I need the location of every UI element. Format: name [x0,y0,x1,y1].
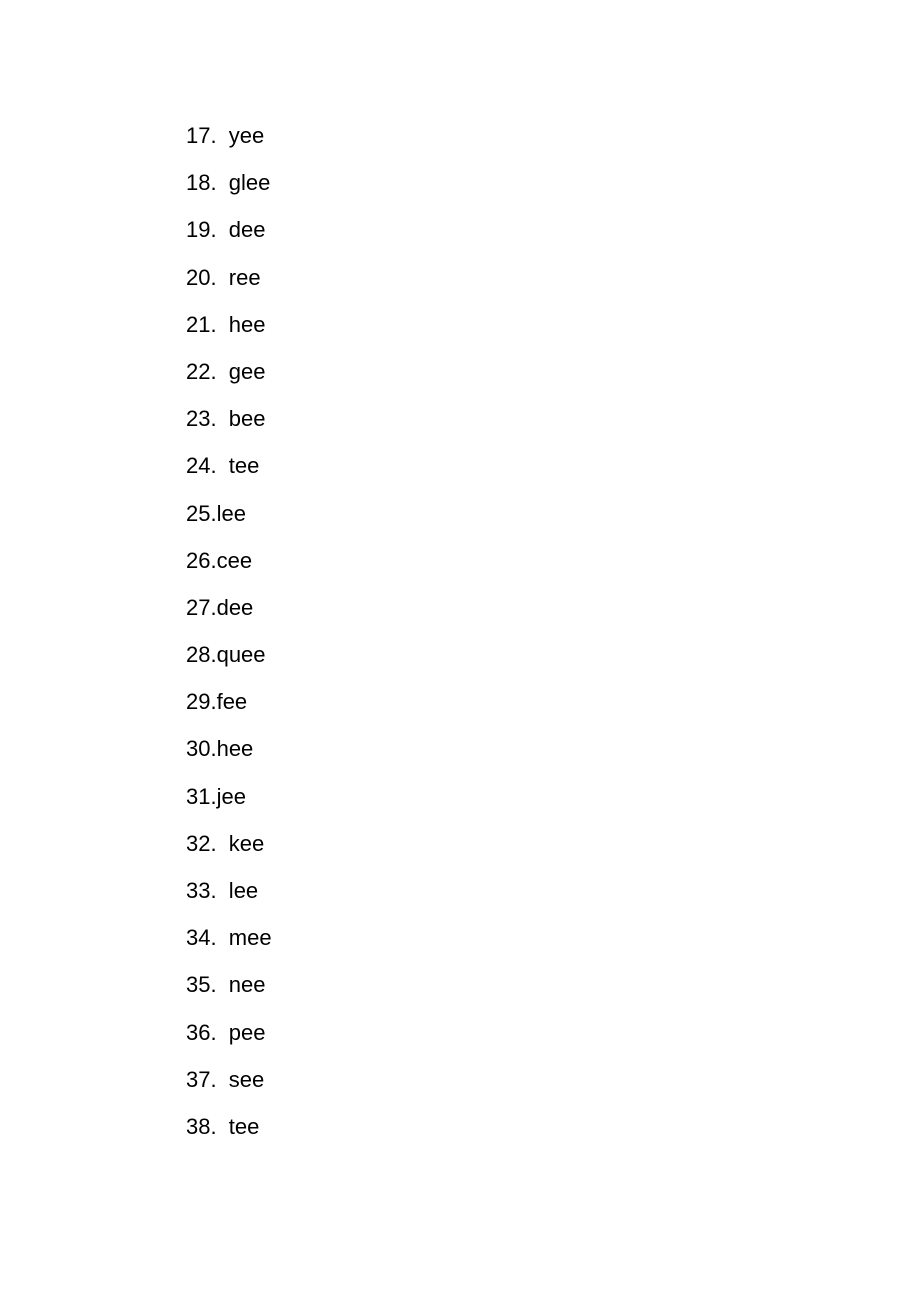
list-item: 31.jee [186,783,246,809]
list-item: 17. yee [186,123,265,148]
list-item: 33. lee [186,878,259,903]
list-item: 36. pee [186,1019,266,1045]
list-item: 35. nee [186,972,266,998]
list-item: 23. bee [186,406,266,432]
list-item: 37. see [186,1066,265,1092]
list-item: 24. tee [186,453,260,479]
list-item: 26.cee [186,547,253,573]
list-item: 20. ree [186,264,261,290]
list-item: 30.hee [186,736,254,762]
list-item: 27.dee [186,594,254,620]
list-item: 29.fee [186,689,248,715]
list-item: 25.lee [186,500,246,526]
list-item: 18. glee [186,170,271,196]
list-item: 21. hee [186,311,266,337]
word-list [186,118,272,1156]
list-item: 32. kee [186,830,265,856]
list-item: 22. gee [186,358,266,384]
list-item: 28.quee [186,642,266,668]
list-item: 34. mee [186,925,272,951]
list-item: 38. tee [186,1113,260,1139]
list-item: 19. dee [186,217,266,243]
